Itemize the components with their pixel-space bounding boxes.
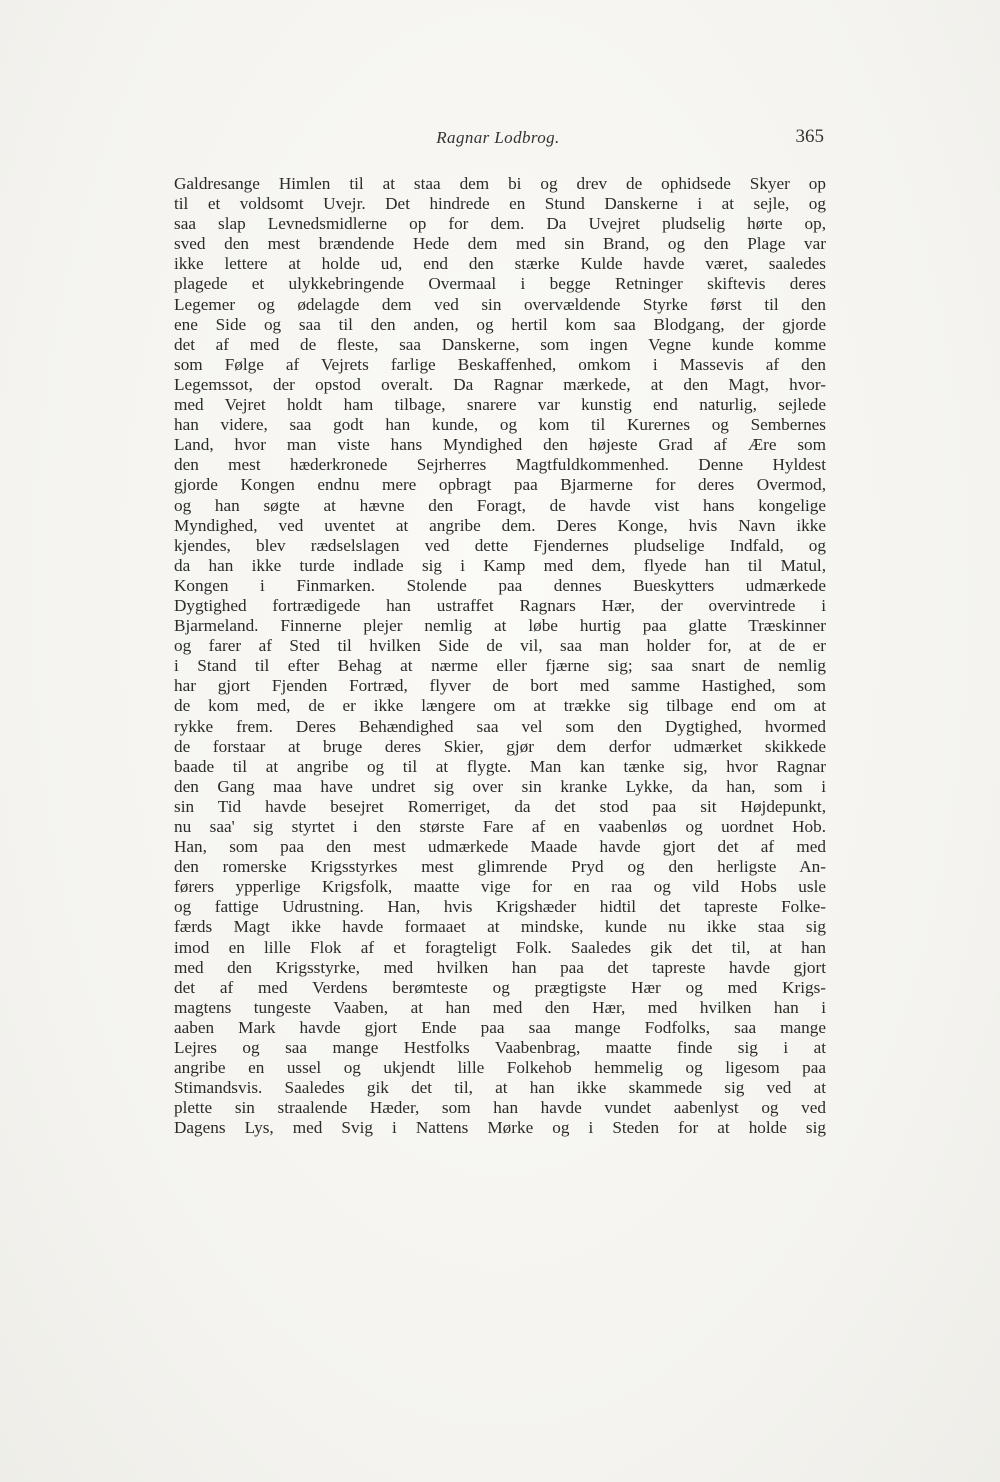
text-line: han videre, saa godt han kunde, og kom til Kurernes og Sembernes xyxy=(174,415,826,435)
text-line: Legemer og ødelagde dem ved sin overvældende Styrke først til den xyxy=(174,294,826,314)
text-line: til et voldsomt Uvejr. Det hindrede en Stund Danskerne i at sejle, og xyxy=(174,194,826,214)
running-title: Ragnar Lodbrog. xyxy=(436,128,560,147)
text-line: sved den mest brændende Hede dem med sin Brand, og den Plage var xyxy=(174,234,826,254)
text-line: har gjort Fjenden Fortræd, flyver de bort med samme Hastighed, som xyxy=(174,676,826,696)
text-line: angribe en ussel og ukjendt lille Folkehob hemmelig og ligesom paa xyxy=(174,1058,826,1078)
text-line: Dygtighed fortrædigede han ustraffet Ragnars Hær, der overvintrede i xyxy=(174,595,826,615)
text-line: Galdresange Himlen til at staa dem bi og drev de ophidsede Skyer op xyxy=(174,174,826,193)
text-line: baade til at angribe og til at flygte. Man kan tænke sig, hvor Ragnar xyxy=(174,756,826,776)
text-line: førers ypperlige Krigsfolk, maatte vige for en raa og vild Hobs usle xyxy=(174,877,826,897)
text-line: Han, som paa den mest udmærkede Maade havde gjort det af med xyxy=(174,837,826,857)
text-line: rykke frem. Deres Behændighed saa vel som den Dygtighed, hvormed xyxy=(174,716,826,736)
text-line: Dagens Lys, med Svig i Nattens Mørke og i Steden for at holde sig xyxy=(174,1118,826,1138)
text-line: saa slap Levnedsmidlerne op for dem. Da Uvejret pludselig hørte op, xyxy=(174,214,826,234)
text-line: plette sin straalende Hæder, som han havde vundet aabenlyst og ved xyxy=(174,1098,826,1118)
text-line: sin Tid havde besejret Romerriget, da det stod paa sit Højdepunkt, xyxy=(174,796,826,816)
text-line: og farer af Sted til hvilken Side de vil, saa man holder for, at de er xyxy=(174,636,826,656)
text-line: i Stand til efter Behag at nærme eller fjærne sig; saa snart de nemlig xyxy=(174,656,826,676)
text-line: det af med Verdens berømteste og prægtigste Hær og med Krigs- xyxy=(174,977,826,997)
text-line: gjorde Kongen endnu mere opbragt paa Bjarmerne for deres Overmod, xyxy=(174,475,826,495)
text-line: Bjarmeland. Finnerne plejer nemlig at løbe hurtig paa glatte Træskinner xyxy=(174,616,826,636)
text-line: kjendes, blev rædselslagen ved dette Fjendernes pludselige Indfald, og xyxy=(174,535,826,555)
text-line: nu saa' sig styrtet i den største Fare af en vaabenløs og uordnet Hob. xyxy=(174,817,826,836)
text-line: den romerske Krigsstyrkes mest glimrende Pryd og den herligste An- xyxy=(174,857,826,877)
text-line: aaben Mark havde gjort Ende paa saa mange Fodfolks, saa mange xyxy=(174,1017,826,1037)
text-line: de kom med, de er ikke længere om at trække sig tilbage end om at xyxy=(174,696,826,716)
running-head xyxy=(172,128,824,154)
text-line: ene Side og saa til den anden, og hertil kom saa Blodgang, der gjorde xyxy=(174,314,826,334)
text-line: de forstaar at bruge deres Skier, gjør dem derfor udmærket skikkede xyxy=(174,736,826,756)
text-line: som Følge af Vejrets farlige Beskaffenhed, omkom i Massevis af den xyxy=(174,354,826,374)
text-line: med den Krigsstyrke, med hvilken han paa det tapreste havde gjort xyxy=(174,957,826,977)
text-line: den mest hæderkronede Sejrherres Magtfuldkommenhed. Denne Hyldest xyxy=(174,455,826,475)
text-line: og fattige Udrustning. Han, hvis Krigshæder hidtil det tapreste Folke- xyxy=(174,897,826,917)
text-line: Land, hvor man viste hans Myndighed den højeste Grad af Ære som xyxy=(174,435,826,455)
text-line: og han søgte at hævne den Foragt, de havde vist hans kongelige xyxy=(174,495,826,515)
text-line: magtens tungeste Vaaben, at han med den Hær, med hvilken han i xyxy=(174,997,826,1017)
text-line: Stimandsvis. Saaledes gik det til, at han ikke skammede sig ved at xyxy=(174,1078,826,1098)
text-line: da han ikke turde indlade sig i Kamp med dem, flyede han til Matul, xyxy=(174,555,826,575)
text-line: med Vejret holdt ham tilbage, snarere var kunstig end naturlig, sejlede xyxy=(174,395,826,415)
text-line: Legemssot, der opstod overalt. Da Ragnar mærkede, at den Magt, hvor- xyxy=(174,374,826,394)
page-number: 365 xyxy=(795,126,824,147)
text-line: plagede et ulykkebringende Overmaal i begge Retninger skiftevis deres xyxy=(174,274,826,294)
text-line: imod en lille Flok af et foragteligt Folk. Saaledes gik det til, at han xyxy=(174,937,826,957)
text-line: Myndighed, ved uventet at angribe dem. Deres Konge, hvis Navn ikke xyxy=(174,515,826,535)
text-line: færds Magt ikke havde formaaet at mindske, kunde nu ikke staa sig xyxy=(174,917,826,937)
text-line: Lejres og saa mange Hestfolks Vaabenbrag, maatte finde sig i at xyxy=(174,1038,826,1058)
text-line: ikke lettere at holde ud, end den stærke Kulde havde været, saaledes xyxy=(174,254,826,274)
text-line: den Gang maa have undret sig over sin kranke Lykke, da han, som i xyxy=(174,776,826,796)
body-text xyxy=(174,174,826,1139)
text-line: Kongen i Finmarken. Stolende paa dennes Bueskytters udmærkede xyxy=(174,575,826,595)
text-line: det af med de fleste, saa Danskerne, som ingen Vegne kunde komme xyxy=(174,334,826,354)
